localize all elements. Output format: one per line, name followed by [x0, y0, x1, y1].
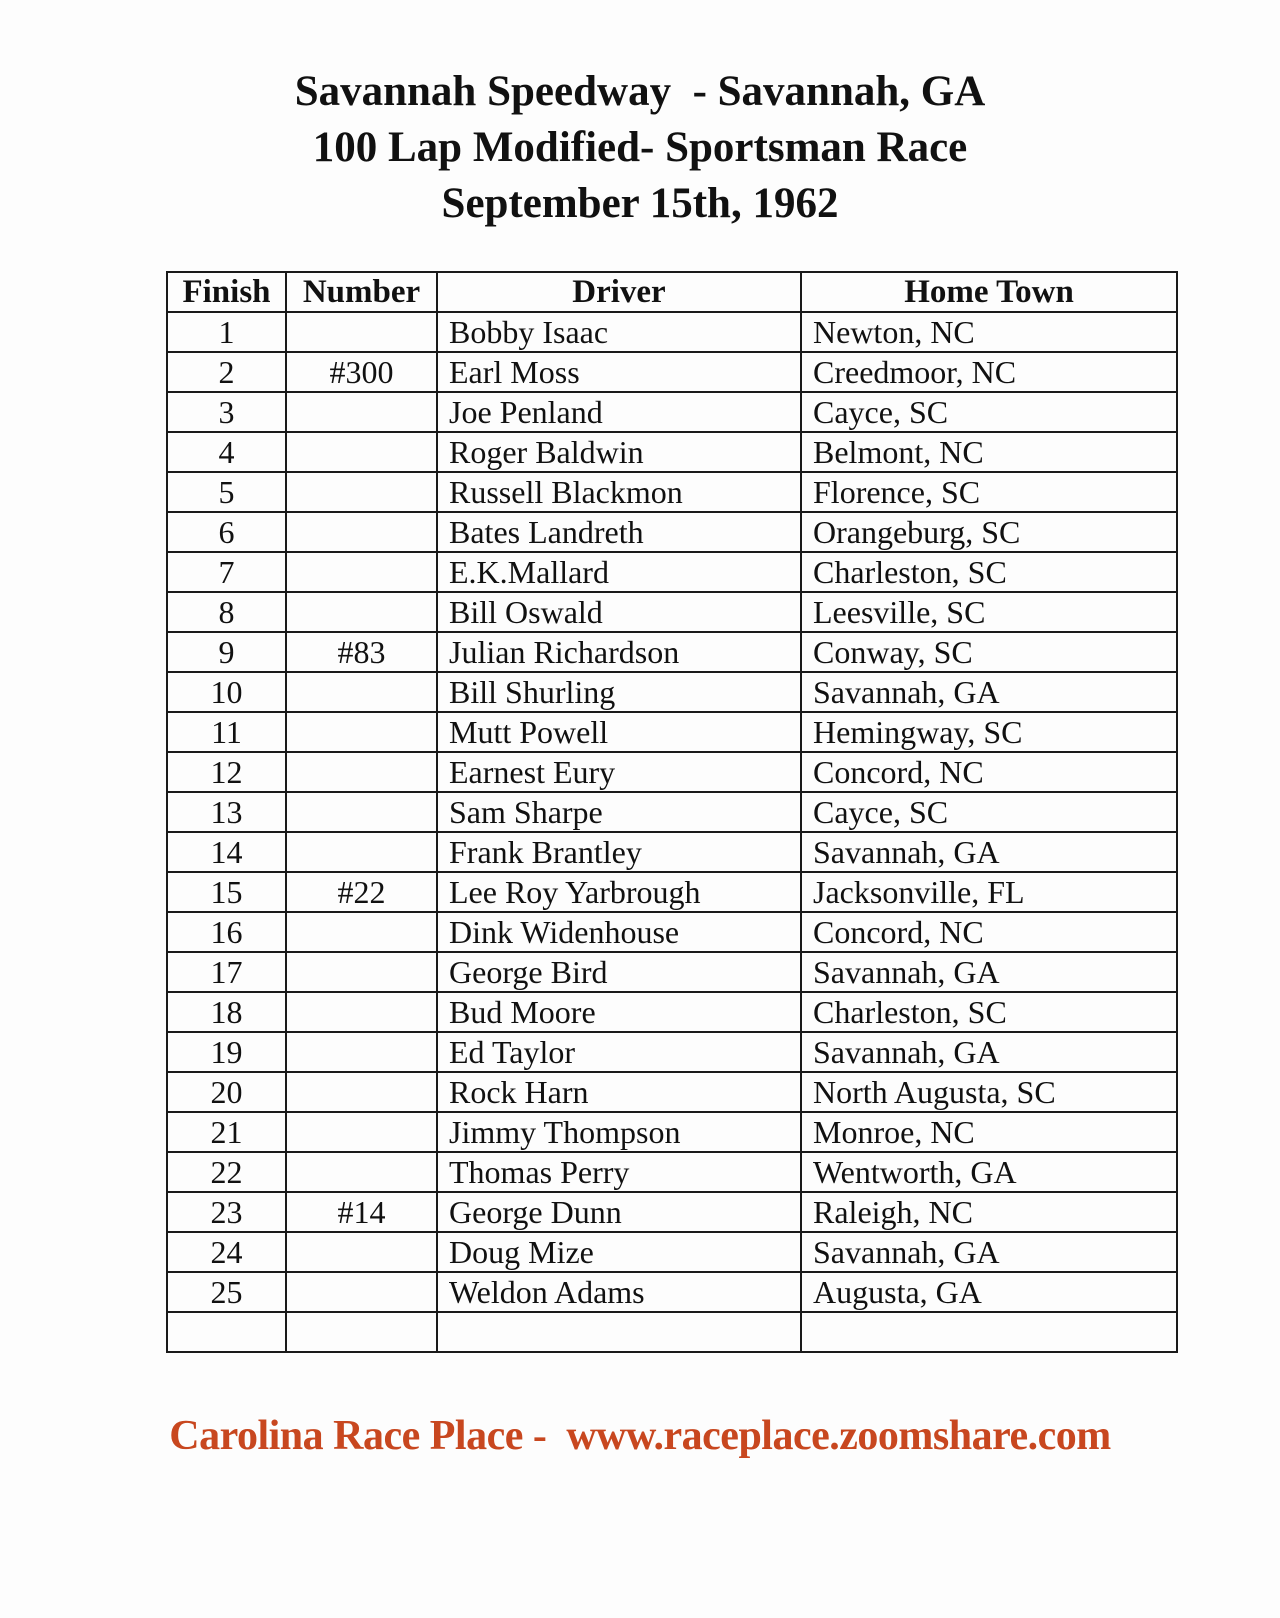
cell-home-town: Hemingway, SC [801, 712, 1177, 752]
footer-credit: Carolina Race Place - www.raceplace.zoomshare.com [169, 1413, 1111, 1459]
cell-finish: 24 [167, 1232, 286, 1272]
cell-finish: 23 [167, 1192, 286, 1232]
cell-home-town [801, 1312, 1177, 1352]
table-row [167, 1152, 1177, 1192]
table-row [167, 672, 1177, 712]
results-table-body [167, 312, 1177, 1352]
cell-number [286, 792, 437, 832]
cell-finish: 13 [167, 792, 286, 832]
cell-driver: Thomas Perry [437, 1152, 801, 1192]
cell-finish: 12 [167, 752, 286, 792]
cell-finish: 20 [167, 1072, 286, 1112]
cell-number [286, 552, 437, 592]
cell-number [286, 992, 437, 1032]
cell-home-town: Savannah, GA [801, 672, 1177, 712]
cell-finish: 3 [167, 392, 286, 432]
cell-finish: 10 [167, 672, 286, 712]
cell-home-town: Raleigh, NC [801, 1192, 1177, 1232]
cell-finish: 1 [167, 312, 286, 352]
cell-number [286, 1152, 437, 1192]
cell-number [286, 912, 437, 952]
table-row [167, 912, 1177, 952]
title-track-location: Savannah Speedway - Savannah, GA [294, 68, 986, 115]
cell-driver: Mutt Powell [437, 712, 801, 752]
cell-home-town: Cayce, SC [801, 792, 1177, 832]
cell-home-town: Cayce, SC [801, 392, 1177, 432]
cell-driver: George Dunn [437, 1192, 801, 1232]
cell-finish: 17 [167, 952, 286, 992]
cell-finish: 7 [167, 552, 286, 592]
cell-finish: 6 [167, 512, 286, 552]
cell-driver: Bates Landreth [437, 512, 801, 552]
cell-driver: Bud Moore [437, 992, 801, 1032]
table-row [167, 472, 1177, 512]
cell-home-town: Jacksonville, FL [801, 872, 1177, 912]
cell-number: #83 [286, 632, 437, 672]
cell-home-town: Charleston, SC [801, 992, 1177, 1032]
cell-driver: E.K.Mallard [437, 552, 801, 592]
cell-driver: Weldon Adams [437, 1272, 801, 1312]
cell-number [286, 712, 437, 752]
cell-number [286, 752, 437, 792]
header-driver: Driver [437, 272, 801, 312]
cell-finish: 4 [167, 432, 286, 472]
table-row [167, 1272, 1177, 1312]
table-row [167, 792, 1177, 832]
cell-number [286, 1272, 437, 1312]
cell-number [286, 1232, 437, 1272]
results-table-header [167, 272, 1177, 312]
cell-finish: 5 [167, 472, 286, 512]
cell-home-town: Belmont, NC [801, 432, 1177, 472]
cell-home-town: North Augusta, SC [801, 1072, 1177, 1112]
cell-finish: 21 [167, 1112, 286, 1152]
cell-home-town: Savannah, GA [801, 952, 1177, 992]
cell-home-town: Creedmoor, NC [801, 352, 1177, 392]
table-row [167, 992, 1177, 1032]
header-finish: Finish [167, 272, 286, 312]
table-row [167, 352, 1177, 392]
table-row [167, 312, 1177, 352]
cell-driver: Jimmy Thompson [437, 1112, 801, 1152]
cell-home-town: Augusta, GA [801, 1272, 1177, 1312]
cell-number [286, 952, 437, 992]
cell-number [286, 392, 437, 432]
cell-driver: Julian Richardson [437, 632, 801, 672]
cell-finish: 22 [167, 1152, 286, 1192]
cell-finish: 14 [167, 832, 286, 872]
cell-number [286, 1072, 437, 1112]
cell-finish: 2 [167, 352, 286, 392]
table-row [167, 632, 1177, 672]
cell-finish: 11 [167, 712, 286, 752]
cell-driver: Earnest Eury [437, 752, 801, 792]
title-race-date: September 15th, 1962 [441, 180, 839, 227]
cell-driver: George Bird [437, 952, 801, 992]
table-row [167, 1032, 1177, 1072]
cell-home-town: Leesville, SC [801, 592, 1177, 632]
table-row [167, 512, 1177, 552]
results-table [166, 271, 1178, 1353]
cell-number: #22 [286, 872, 437, 912]
cell-number [286, 672, 437, 712]
cell-home-town: Savannah, GA [801, 1032, 1177, 1072]
cell-number [286, 592, 437, 632]
cell-driver: Sam Sharpe [437, 792, 801, 832]
cell-driver: Bobby Isaac [437, 312, 801, 352]
cell-driver: Bill Shurling [437, 672, 801, 712]
cell-home-town: Conway, SC [801, 632, 1177, 672]
cell-finish: 18 [167, 992, 286, 1032]
cell-home-town: Wentworth, GA [801, 1152, 1177, 1192]
cell-number [286, 832, 437, 872]
cell-home-town: Monroe, NC [801, 1112, 1177, 1152]
title-block [0, 64, 1280, 232]
cell-home-town: Orangeburg, SC [801, 512, 1177, 552]
table-row [167, 592, 1177, 632]
cell-driver: Frank Brantley [437, 832, 801, 872]
cell-home-town: Newton, NC [801, 312, 1177, 352]
cell-driver: Earl Moss [437, 352, 801, 392]
table-row [167, 552, 1177, 592]
cell-finish: 19 [167, 1032, 286, 1072]
cell-driver: Roger Baldwin [437, 432, 801, 472]
cell-driver: Dink Widenhouse [437, 912, 801, 952]
cell-number [286, 1032, 437, 1072]
cell-driver: Bill Oswald [437, 592, 801, 632]
header-row [167, 272, 1177, 312]
cell-number [286, 472, 437, 512]
table-row [167, 712, 1177, 752]
cell-home-town: Savannah, GA [801, 832, 1177, 872]
cell-number [286, 432, 437, 472]
cell-finish [167, 1312, 286, 1352]
cell-home-town: Concord, NC [801, 752, 1177, 792]
cell-driver: Ed Taylor [437, 1032, 801, 1072]
cell-home-town: Concord, NC [801, 912, 1177, 952]
cell-finish: 8 [167, 592, 286, 632]
header-home-town: Home Town [801, 272, 1177, 312]
cell-number [286, 512, 437, 552]
cell-finish: 9 [167, 632, 286, 672]
table-row [167, 1232, 1177, 1272]
table-row [167, 1192, 1177, 1232]
table-row [167, 872, 1177, 912]
cell-number [286, 312, 437, 352]
table-row [167, 832, 1177, 872]
header-number: Number [286, 272, 437, 312]
cell-driver: Rock Harn [437, 1072, 801, 1112]
cell-home-town: Florence, SC [801, 472, 1177, 512]
cell-number [286, 1112, 437, 1152]
table-row [167, 1112, 1177, 1152]
cell-finish: 15 [167, 872, 286, 912]
cell-driver: Russell Blackmon [437, 472, 801, 512]
cell-driver [437, 1312, 801, 1352]
cell-number: #14 [286, 1192, 437, 1232]
table-row [167, 1312, 1177, 1352]
cell-driver: Doug Mize [437, 1232, 801, 1272]
cell-home-town: Savannah, GA [801, 1232, 1177, 1272]
cell-number [286, 1312, 437, 1352]
cell-number: #300 [286, 352, 437, 392]
title-race-name: 100 Lap Modified- Sportsman Race [312, 124, 968, 171]
cell-finish: 16 [167, 912, 286, 952]
table-row [167, 1072, 1177, 1112]
cell-finish: 25 [167, 1272, 286, 1312]
table-row [167, 392, 1177, 432]
table-row [167, 952, 1177, 992]
table-row [167, 432, 1177, 472]
cell-driver: Joe Penland [437, 392, 801, 432]
cell-driver: Lee Roy Yarbrough [437, 872, 801, 912]
table-row [167, 752, 1177, 792]
cell-home-town: Charleston, SC [801, 552, 1177, 592]
